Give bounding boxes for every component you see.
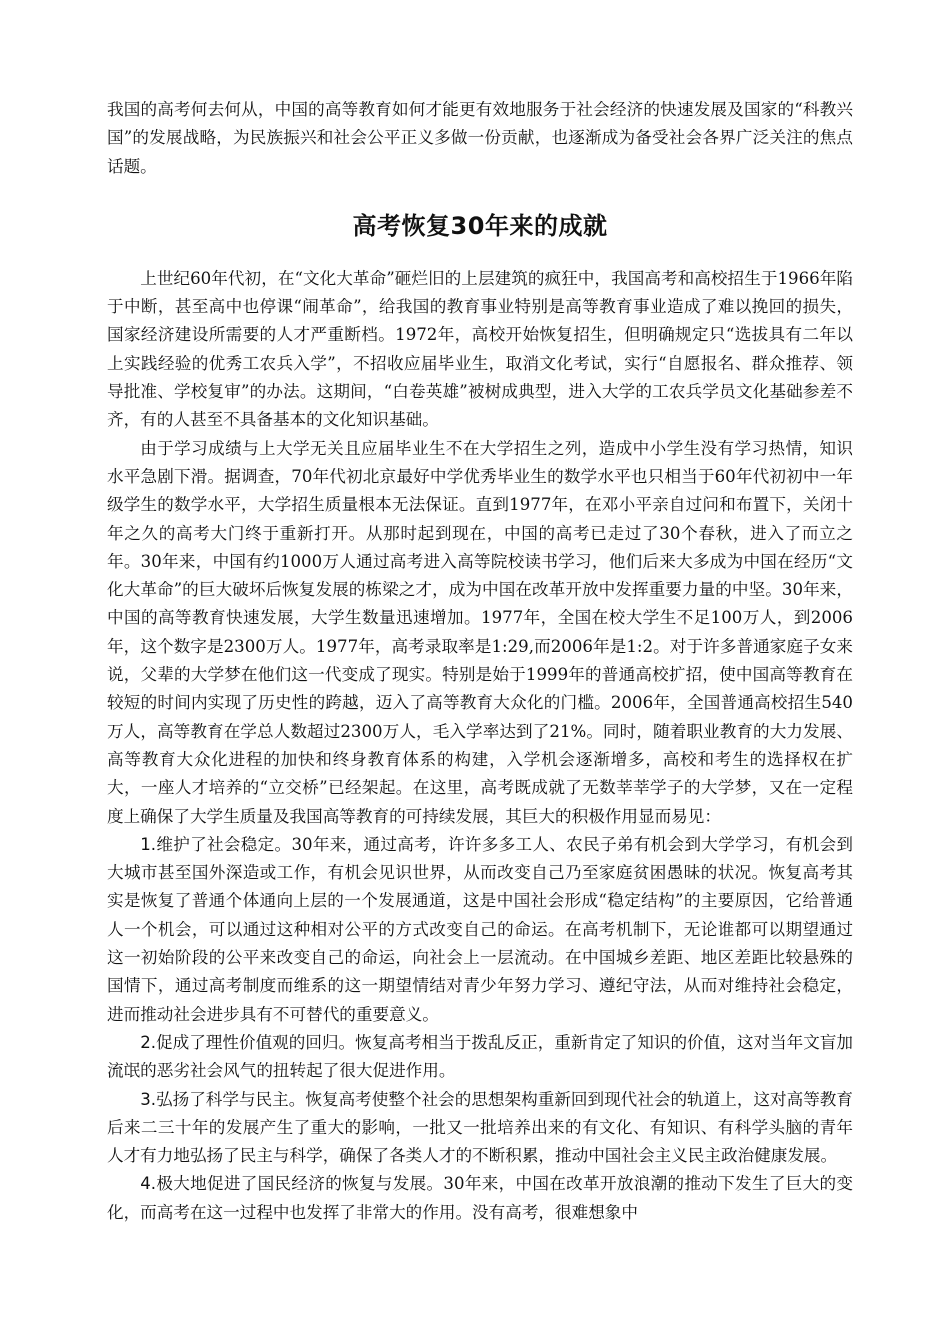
paragraph-point-3 (107, 1086, 853, 1171)
document-page (107, 96, 853, 1227)
point-3-heading: 3.弘扬了科学与民主。 (140, 1089, 306, 1109)
section-title: 高考恢复30年来的成就 (352, 211, 608, 240)
paragraph-point-4 (107, 1170, 853, 1227)
point-1-heading: 1.维护了社会稳定。 (140, 834, 292, 854)
point-4-body: 30年来，中国在改革开放浪潮的推动下发生了巨大的变化，而高考在这一过程中也发挥了非常大的作用。没有高考，很难想象中 (107, 1174, 853, 1222)
point-2-body: 恢复高考相当于拨乱反正，重新肯定了知识的价值，这对当年文盲加流氓的恶劣社会风气的扭转起了很大促进作用。 (107, 1032, 853, 1081)
paragraph-achievements: 由于学习成绩与上大学无关且应届毕业生不在大学招生之列，造成中小学生没有学习热情，知识水平急剧下滑。据调查，70年代初北京最好中学优秀毕业生的数学水平也只相当于60年代初初中一年级学生的数学水平，大学招生质量根本无法保证。直到1977年，在邓小平亲自过问和布置下，关闭十年之久的高考大门终于重新打开。从那时起到现在，中国的高考已走过了30个春秋，进入了而立之年。30年来，中国有约1000万人通过高考进入高等院校读书学习，他们后来大多成为中国在经历“文化大革命”的巨大破坏后恢复发展的栋梁之才，成为中国在改革开放中发挥重要力量的中坚。30年来，中国的高等教育快速发展，大学生数量迅速增加。1977年，全国在校大学生不足100万人，到2006年，这个数字是2300万人。1977年，高考录取率是1:29,而2006年是1:2。对于许多普通家庭子女来说，父辈的大学梦在他们这一代变成了现实。特别是始于1999年的普通高校扩招，使中国高等教育在较短的时间内实现了历史性的跨越，迈入了高等教育大众化的门槛。2006年，全国普通高校招生540万人，高等教育在学总人数超过2300万人，毛入学率达到了21%。同时，随着职业教育的大力发展、高等教育大众化进程的加快和终身教育体系的构建，入学机会逐渐增多，高校和考生的选择权在扩大，一座人才培养的“立交桥”已经架起。在这里，高考既成就了无数莘莘学子的大学梦，又在一定程度上确保了大学生质量及我国高等教育的可持续发展，其巨大的积极作用显而易见： (107, 438, 853, 826)
paragraph-point-1 (107, 831, 853, 1029)
point-4-heading: 4.极大地促进了国民经济的恢复与发展。 (140, 1174, 444, 1194)
point-3-body: 恢复高考使整个社会的思想架构重新回到现代社会的轨道上，这对高等教育后来二三十年的发展产生了重大的影响，一批又一批培养出来的有文化、有知识、有科学头脑的青年人才有力地弘扬了民主与科学，确保了各类人才的不断积累，推动中国社会主义民主政治健康发展。 (107, 1089, 853, 1166)
point-2-heading: 2.促成了理性价值观的回归。 (140, 1032, 356, 1052)
point-1-body: 30年来，通过高考，许许多多工人、农民子弟有机会到大学学习，有机会到大城市甚至国外深造或工作，有机会见识世界，从而改变自己乃至家庭贫困愚昧的状况。恢复高考其实是恢复了普通个体通向上层的一个发展通道，这是中国社会形成“稳定结构”的主要原因，它给普通人一个机会，可以通过这种相对公平的方式改变自己的命运。在高考机制下，无论谁都可以期望通过这一初始阶段的公平来改变自己的命运，向社会上一层流动。在中国城乡差距、地区差距比较悬殊的国情下，通过高考制度而维系的这一期望情结对青少年努力学习、遵纪守法，从而对维持社会稳定，进而推动社会进步具有不可替代的重要意义。 (107, 834, 853, 1024)
intro-paragraph: 我国的高考何去何从，中国的高等教育如何才能更有效地服务于社会经济的快速发展及国家的“科教兴国”的发展战略，为民族振兴和社会公平正义多做一份贡献，也逐渐成为备受社会各界广泛关注的焦点话题。 (107, 100, 853, 176)
paragraph-background: 上世纪60年代初，在“文化大革命”砸烂旧的上层建筑的疯狂中，我国高考和高校招生于1966年陷于中断，甚至高中也停课“闹革命”，给我国的教育事业特别是高等教育事业造成了难以挽回的损失，国家经济建设所需要的人才严重断档。1972年，高校开始恢复招生，但明确规定只“选拔具有二年以上实践经验的优秀工农兵入学”，不招收应届毕业生，取消文化考试，实行“自愿报名、群众推荐、领导批准、学校复审”的办法。这期间，“白卷英雄”被树成典型，进入大学的工农兵学员文化基础参差不齐，有的人甚至不具备基本的文化知识基础。 (107, 268, 853, 430)
paragraph-point-2 (107, 1029, 853, 1086)
